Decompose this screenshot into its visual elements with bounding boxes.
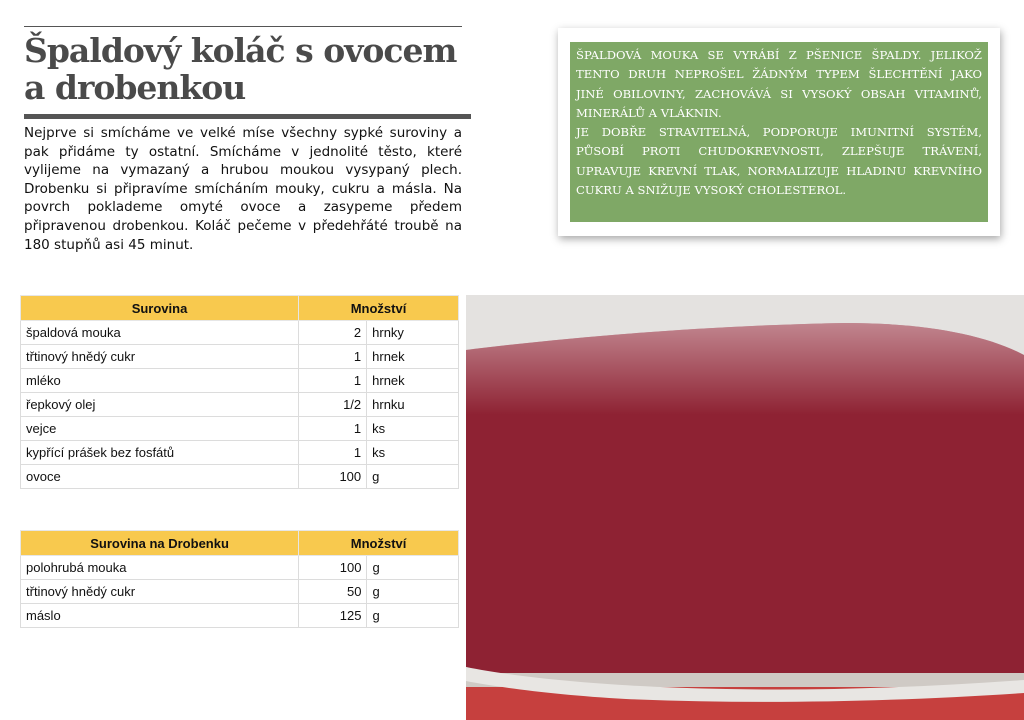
cell-unit: hrnek xyxy=(367,369,459,393)
cake-photo xyxy=(466,295,1024,720)
cell-unit: hrnku xyxy=(367,393,459,417)
info-paragraph-2: JE DOBŘE STRAVITELNÁ, PODPORUJE IMUNITNÍ SYSTÉM, PŮSOBÍ PROTI CHUDOKREVNOSTI, ZLEPŠUJE TRÁVENÍ, UPRAVUJE KREVNÍ TLAK, NORMALIZUJE HLADINU KREVNÍHO CUKRU A SNIŽUJE VYSOKÝ CHOLESTEROL. xyxy=(576,125,982,198)
table-row xyxy=(21,580,459,604)
cell-unit: g xyxy=(367,604,459,628)
table-row xyxy=(21,345,459,369)
cell-qty: 100 xyxy=(299,465,367,489)
cell-unit: ks xyxy=(367,441,459,465)
header-ingredient: Surovina xyxy=(21,296,299,321)
cell-qty: 2 xyxy=(299,321,367,345)
cell-unit: g xyxy=(367,465,459,489)
header-crumble-amount: Množství xyxy=(299,531,459,556)
table-row xyxy=(21,604,459,628)
recipe-title: Špaldový koláč s ovocem a drobenkou xyxy=(24,31,457,107)
cell-unit: hrnky xyxy=(367,321,459,345)
cell-qty: 100 xyxy=(299,556,367,580)
cell-unit: g xyxy=(367,556,459,580)
info-card xyxy=(558,28,1000,236)
cell-name: kypřící prášek bez fosfátů xyxy=(21,441,299,465)
cell-unit: g xyxy=(367,580,459,604)
cell-qty: 125 xyxy=(299,604,367,628)
table-row xyxy=(21,393,459,417)
cell-name: třtinový hnědý cukr xyxy=(21,345,299,369)
cell-qty: 1 xyxy=(299,369,367,393)
cell-unit: hrnek xyxy=(367,345,459,369)
table-row xyxy=(21,417,459,441)
info-paragraph-1: ŠPALDOVÁ MOUKA SE VYRÁBÍ Z PŠENICE ŠPALDY. JELIKOŽ TENTO DRUH NEPROŠEL ŽÁDNÝM TYPEM ŠLECHTĚNÍ JAKO JINÉ OBILOVINY, ZACHOVÁVÁ SI VYSOKÝ OBSAH VITAMINŮ, MINERÁLŮ A VLÁKNIN. xyxy=(576,48,982,120)
cell-qty: 50 xyxy=(299,580,367,604)
info-box xyxy=(570,42,988,222)
cell-qty: 1 xyxy=(299,417,367,441)
table-row xyxy=(21,465,459,489)
crumble-header-row xyxy=(21,531,459,556)
cell-name: třtinový hnědý cukr xyxy=(21,580,299,604)
header-crumble-ingredient: Surovina na Drobenku xyxy=(21,531,299,556)
cell-qty: 1 xyxy=(299,345,367,369)
header-amount: Množství xyxy=(299,296,459,321)
table-row xyxy=(21,369,459,393)
cell-name: mléko xyxy=(21,369,299,393)
top-rule xyxy=(24,26,462,27)
ingredients-header-row xyxy=(21,296,459,321)
cell-name: vejce xyxy=(21,417,299,441)
cell-name: řepkový olej xyxy=(21,393,299,417)
table-row xyxy=(21,556,459,580)
cell-name: špaldová mouka xyxy=(21,321,299,345)
recipe-instructions: Nejprve si smícháme ve velké míse všechny sypké suroviny a pak přidáme ty ostatní. Smícháme v jednolité těsto, které vylijeme na vymazaný a hrubou moukou vysypaný plech. Drobenku si připravíme smícháním mouky, cukru a másla. Na povrch poklademe omyté ovoce a zasypeme předem připravenou drobenkou. Koláč pečeme v předehřáté troubě na 180 stupňů asi 45 minut. xyxy=(24,125,462,253)
ingredients-table xyxy=(20,295,459,489)
cell-qty: 1/2 xyxy=(299,393,367,417)
table-row xyxy=(21,441,459,465)
cell-unit: ks xyxy=(367,417,459,441)
cell-name: máslo xyxy=(21,604,299,628)
cell-name: ovoce xyxy=(21,465,299,489)
table-row xyxy=(21,321,459,345)
cell-qty: 1 xyxy=(299,441,367,465)
crumble-table xyxy=(20,530,459,628)
title-rule xyxy=(24,114,471,119)
cell-name: polohrubá mouka xyxy=(21,556,299,580)
